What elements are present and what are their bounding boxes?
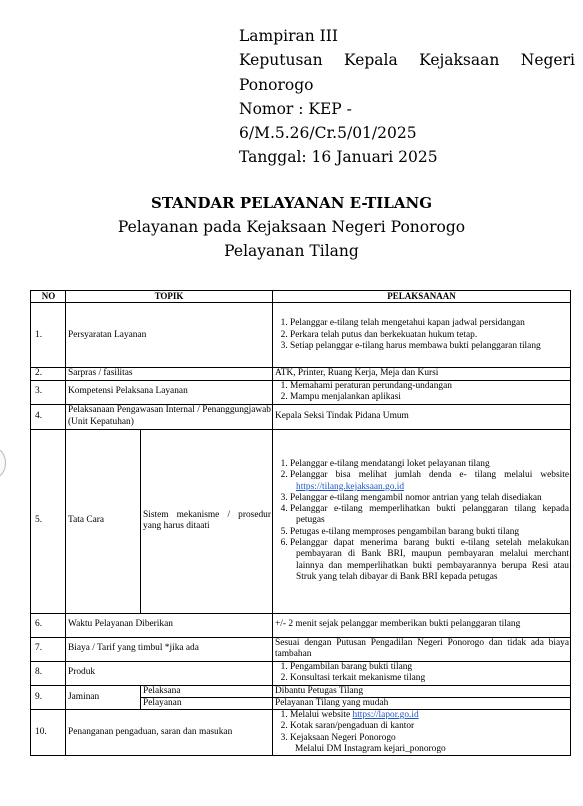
table-row: [31, 637, 571, 661]
nomor-line-1: Nomor : KEP -: [239, 99, 352, 118]
tilang-website-link[interactable]: https://tilang.kejaksaan.go.id: [296, 481, 405, 492]
list-item-text: Melalui website: [290, 710, 353, 721]
row-topic: Tata Cara: [66, 429, 141, 613]
list-item-text: Pelanggar bisa melihat jumlah denda e- tilang melalui website: [290, 470, 569, 481]
list-item: [290, 470, 569, 493]
row-number: 4.: [31, 404, 66, 429]
row-content: [273, 710, 571, 756]
row-topic: Jaminan: [66, 685, 141, 710]
side-scroll-handle[interactable]: [0, 448, 6, 478]
row-number: 3.: [31, 380, 66, 404]
standard-table: [30, 290, 571, 756]
tanggal-line: Tanggal: 16 Januari 2025: [239, 148, 438, 167]
row-topic: Waktu Pelayanan Diberikan: [66, 613, 273, 637]
list-item: 2. Kotak saran/pengaduan di kantor: [290, 721, 569, 732]
row-content: [273, 303, 571, 368]
row-content: Sesuai dengan Putusan Pengadilan Negeri Ponorogo dan tidak ada biaya tambahan: [273, 637, 571, 661]
table-row: [31, 368, 571, 380]
instagram-contact: Melalui DM Instagram kejari_ponorogo: [295, 744, 446, 755]
list-item: 6. Pelanggar dapat menerima barang bukti e-tilang setelah melakukan pembayaran di Bank BRI, maupun pembayaran melalui merchant lainnya dan memperlihatkan bukti pembayarannya berupa Resi atau Struk yang telah dibayar di Bank BRI kepada petugas: [290, 538, 569, 583]
document-subtitle: Pelayanan pada Kejaksaan Negeri Ponorogo: [117, 218, 466, 236]
keputusan-word: Keputusan: [239, 51, 323, 70]
keputusan-word: Kejaksaan: [419, 51, 500, 70]
list-item: 5. Petugas e-tilang memproses pengambilan barang bukti tilang: [290, 527, 569, 538]
row-number: 6.: [31, 613, 66, 637]
table-header-row: [31, 291, 571, 303]
row-subtopic: Pelayanan: [141, 697, 273, 709]
document-title: STANDAR PELAYANAN E-TILANG: [150, 194, 432, 212]
document-subtitle-2: Pelayanan Tilang: [224, 242, 359, 260]
row-number: 10.: [31, 710, 66, 756]
list-item: 3. Kejaksaan Negeri Ponorogo: [290, 733, 569, 744]
row-number: 9.: [31, 685, 66, 710]
lapor-website-link[interactable]: https://lapor.go.id: [352, 710, 419, 721]
row-topic: Biaya / Tarif yang timbul *jika ada: [66, 637, 273, 661]
table-row: [31, 429, 571, 613]
row-content: Pelayanan Tilang yang mudah: [273, 697, 571, 709]
list-item: 3. Pelanggar e-tilang mengambil nomor antrian yang telah disediakan: [290, 493, 569, 504]
row-content: [273, 380, 571, 404]
list-item: 1. Pelanggar e-tilang mendatangi loket pelayanan tilang: [290, 459, 569, 470]
list-item: 1. Pelanggar e-tilang telah mengetahui kapan jadwal persidangan: [290, 318, 569, 329]
row-topic: Sarpras / fasilitas: [66, 368, 273, 380]
lampiran-label: Lampiran III: [239, 27, 339, 45]
table-row: [31, 613, 571, 637]
row-number: 1.: [31, 303, 66, 368]
row-number: 2.: [31, 368, 66, 380]
row-content: +/- 2 menit sejak pelanggar memberikan bukti pelanggaran tilang: [273, 613, 571, 637]
header-no: NO: [31, 291, 66, 303]
row-content: ATK, Printer, Ruang Kerja, Meja dan Kursi: [273, 368, 571, 380]
list-item: [290, 710, 569, 721]
table-row: [31, 661, 571, 685]
list-item: 1. Pengambilan barang bukti tilang: [290, 662, 569, 673]
row-topic: Persyaratan Layanan: [66, 303, 273, 368]
nomor-line-2: 6/M.5.26/Cr.5/01/2025: [239, 124, 417, 143]
row-subtopic: Sistem mekanisme / prosedur yang harus ditaati: [141, 429, 273, 613]
keputusan-word: Negeri: [520, 51, 575, 70]
table-row: [31, 380, 571, 404]
row-content: Dibantu Petugas Tilang: [273, 685, 571, 697]
row-topic: Kompetensi Pelaksana Layanan: [66, 380, 273, 404]
row-content: [273, 661, 571, 685]
row-topic: Produk: [66, 661, 273, 685]
row-number: 5.: [31, 429, 66, 613]
list-item: 2. Perkara telah putus dan berkekuatan hukum tetap.: [290, 330, 569, 341]
header-topik: TOPIK: [66, 291, 273, 302]
table-row: [31, 303, 571, 368]
list-item: 1. Memahami peraturan perundang-undangan: [290, 381, 569, 392]
keputusan-line: [239, 48, 575, 72]
keputusan-word: Kepala: [344, 51, 398, 70]
list-item: 4. Pelanggar e-tilang memperlihatkan bukti pelanggaran tilang kepada petugas: [290, 504, 569, 527]
row-content: [273, 429, 571, 613]
list-item: 2. Mampu menjalankan aplikasi: [290, 392, 569, 403]
row-number: 7.: [31, 637, 66, 661]
row-topic: Penanganan pengaduan, saran dan masukan: [66, 710, 273, 756]
list-item: 2. Konsultasi terkait mekanisme tilang: [290, 673, 569, 684]
table-row: [31, 710, 571, 756]
header-pelaksanaan: PELAKSANAAN: [387, 291, 456, 301]
table-row: [31, 404, 571, 429]
list-item: 3. Setiap pelanggar e-tilang harus membawa bukti pelanggaran tilang: [290, 341, 569, 352]
keputusan-line-2: Ponorogo: [239, 75, 314, 94]
row-topic: Pelaksanaan Pengawasan Internal / Penanggungjawab (Unit Kepatuhan): [66, 404, 273, 429]
document-header: [239, 24, 575, 170]
row-content: Kepala Seksi Tindak Pidana Umum: [273, 404, 571, 429]
row-subtopic: Pelaksana: [141, 685, 273, 697]
table-row: [31, 685, 571, 697]
row-number: 8.: [31, 661, 66, 685]
